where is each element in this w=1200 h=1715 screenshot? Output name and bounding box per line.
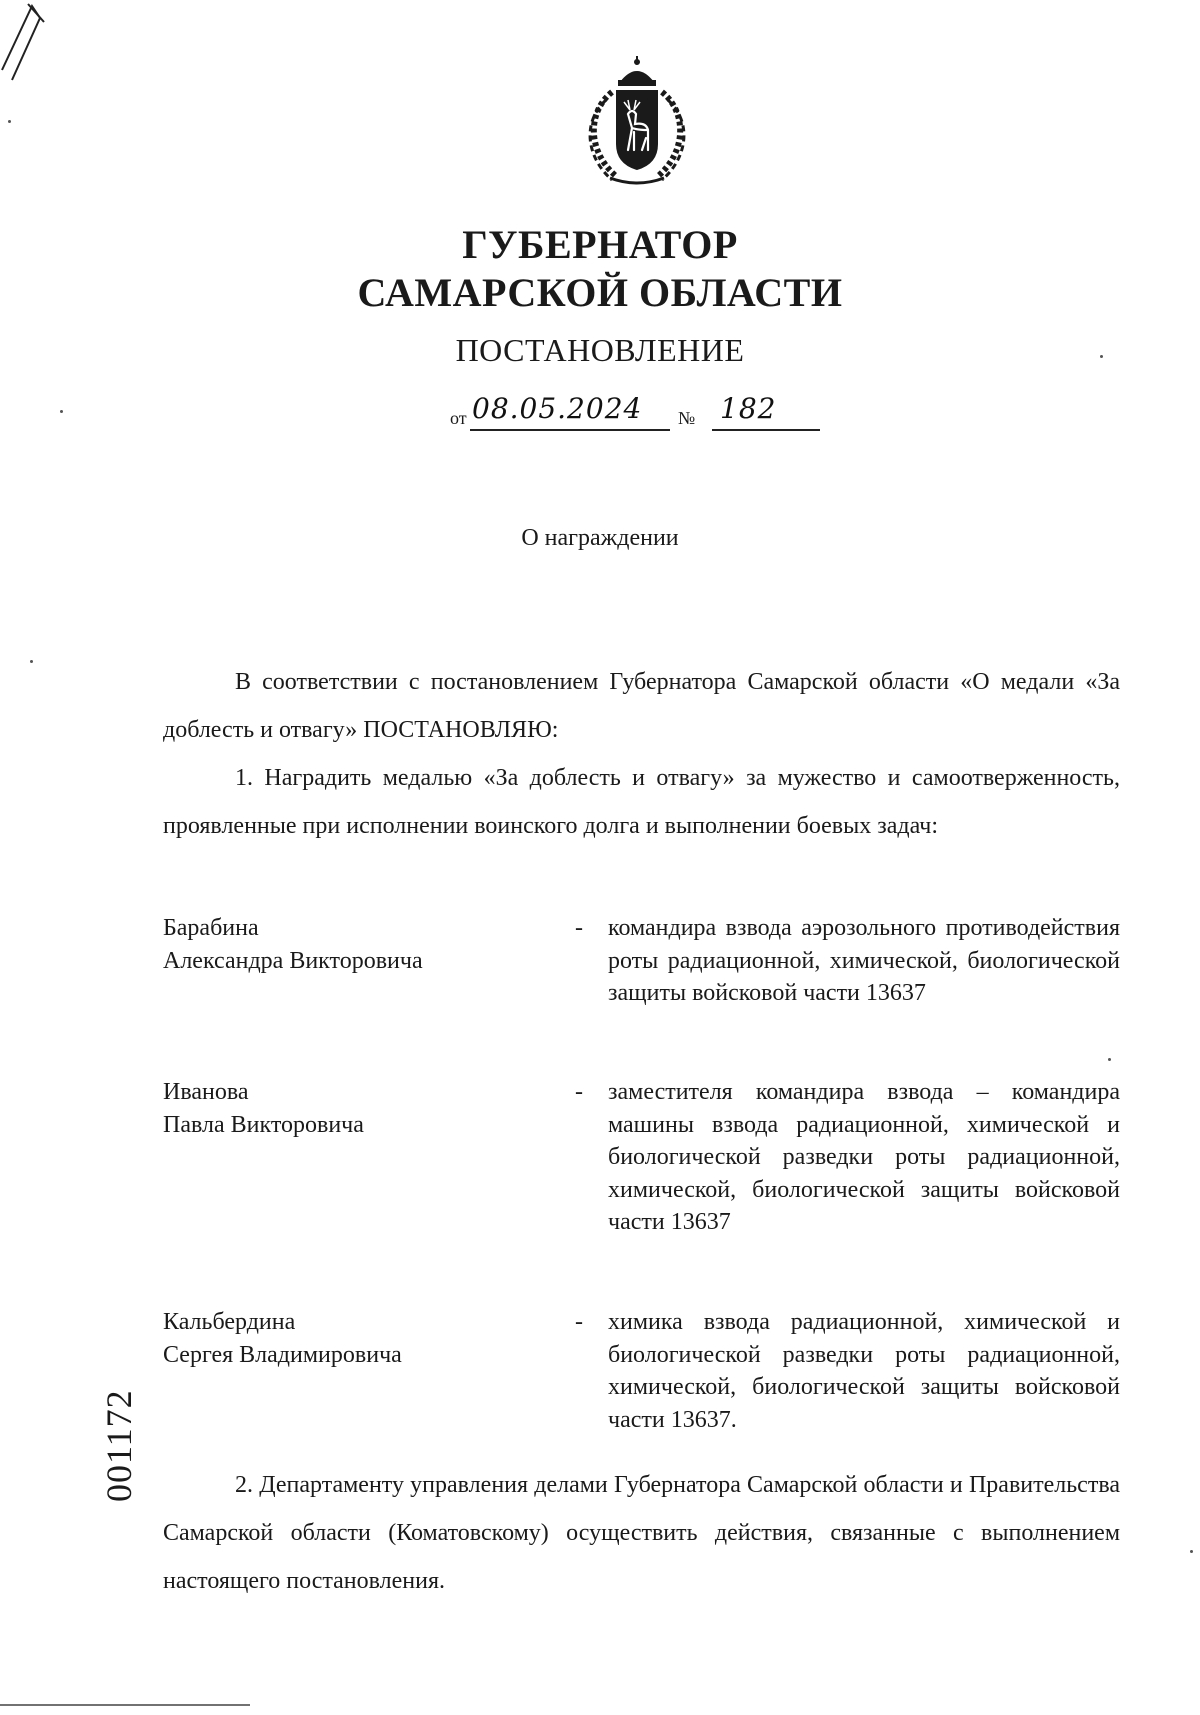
- date-underline: [470, 429, 670, 431]
- awardee-dash: -: [575, 915, 583, 941]
- samara-coat-of-arms-icon: [572, 52, 702, 187]
- scan-speck: [1108, 1058, 1111, 1061]
- awardee-position: командира взвода аэрозольного противодействия роты радиационной, химической, биологической защиты войсковой части 13637: [608, 915, 1120, 1006]
- title-line-1: ГУБЕРНАТОР: [462, 222, 738, 267]
- registration-line: [450, 392, 850, 432]
- number-label: №: [678, 408, 696, 428]
- document-subject: О награждении: [521, 525, 679, 551]
- point-2-paragraph: 2. Департаменту управления делами Губернатора Самарской области и Правительства Самарской области (Коматовскому) осуществить действия, связанные с выполнением настоящего постановления.: [163, 1472, 1120, 1594]
- scan-speck: [8, 120, 11, 123]
- date-label: от: [450, 408, 467, 428]
- awardee-dash: -: [575, 1079, 583, 1105]
- awardee-name: [163, 912, 543, 977]
- preamble-paragraph: В соответствии с постановлением Губернатора Самарской области «О медали «За доблесть и отвагу» ПОСТАНОВЛЯЮ:: [163, 669, 1120, 743]
- title-line-2: САМАРСКОЙ ОБЛАСТИ: [357, 270, 843, 315]
- scan-corner-mark: [0, 0, 60, 90]
- awardee-given-names: Александра Викторовича: [163, 947, 423, 974]
- handwritten-number: 182: [720, 392, 777, 425]
- point-1-paragraph: 1. Наградить медалью «За доблесть и отвагу» за мужество и самоотверженность, проявленные при исполнении воинского долга и выполнении боевых задач:: [163, 765, 1120, 839]
- scan-speck: [30, 660, 33, 663]
- awardee-surname: Барабина: [163, 915, 259, 941]
- awardee-name: [163, 1076, 543, 1141]
- awardee-dash: -: [575, 1309, 583, 1335]
- scan-speck: [60, 410, 63, 413]
- awardee-name: [163, 1306, 543, 1371]
- serial-number: 001172: [99, 1389, 139, 1502]
- number-underline: [712, 429, 820, 431]
- awardee-position: химика взвода радиационной, химической и биологической разведки роты радиационной, химической, биологической защиты войсковой части 13637.: [608, 1309, 1120, 1433]
- scan-edge-line: [0, 1700, 320, 1710]
- awardee-surname: Иванова: [163, 1079, 249, 1105]
- awardee-position: заместителя командира взвода – командира машины взвода радиационной, химической и биологической разведки роты радиационной, химической, биологической защиты войсковой части 13637: [608, 1079, 1120, 1235]
- awardee-surname: Кальбердина: [163, 1309, 296, 1335]
- awardee-given-names: Сергея Владимировича: [163, 1341, 402, 1368]
- awardee-given-names: Павла Викторовича: [163, 1111, 364, 1138]
- document-type: ПОСТАНОВЛЕНИЕ: [455, 332, 745, 368]
- handwritten-date: 08.05.2024: [472, 392, 643, 425]
- scan-speck: [1190, 1550, 1193, 1553]
